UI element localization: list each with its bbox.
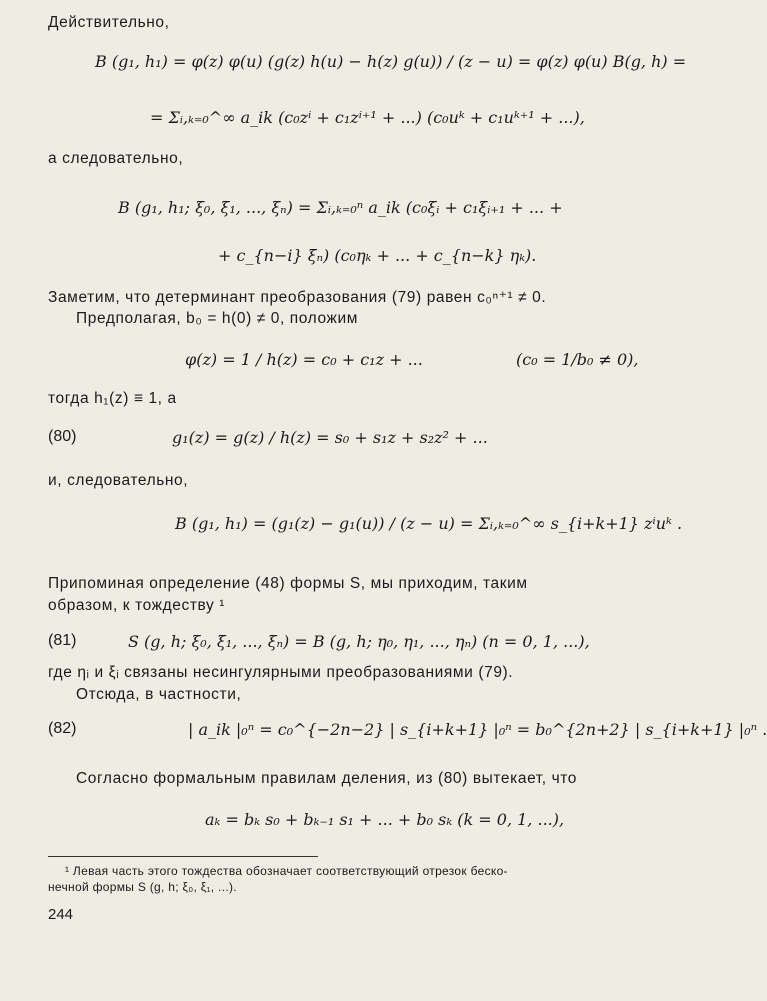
in-particular-text: Отсюда, в частности, bbox=[76, 686, 242, 703]
equation-3: φ(z) = 1 / h(z) = c₀ + c₁z + ... bbox=[185, 350, 423, 369]
intro-text: Действительно, bbox=[48, 14, 170, 31]
equation-82-number: (82) bbox=[48, 720, 77, 737]
formal-rules-text: Согласно формальным правилам деления, из (80) вытекает, что bbox=[76, 770, 577, 787]
footnote-divider bbox=[48, 856, 318, 857]
equation-4: B (g₁, h₁) = (g₁(z) − g₁(u)) / (z − u) = Σᵢ,ₖ₌₀^∞ s_{i+k+1} zⁱuᵏ . bbox=[175, 514, 683, 533]
footnote-line2: нечной формы S (g, h; ξ₀, ξ₁, ...). bbox=[48, 880, 237, 894]
consequently-text: а следовательно, bbox=[48, 150, 184, 167]
equation-81: S (g, h; ξ₀, ξ₁, ..., ξₙ) = B (g, h; η₀, η₁, ..., ηₙ) (n = 0, 1, ...), bbox=[128, 632, 590, 651]
determinant-note: Заметим, что детерминант преобразования (79) равен c₀ⁿ⁺¹ ≠ 0. bbox=[48, 289, 547, 306]
recall-text-line2: образом, к тождеству ¹ bbox=[48, 597, 226, 614]
equation-2a: B (g₁, h₁; ξ₀, ξ₁, ..., ξₙ) = Σᵢ,ₖ₌₀ⁿ a_ik (c₀ξᵢ + c₁ξᵢ₊₁ + ... + bbox=[118, 198, 563, 217]
equation-82: | a_ik |₀ⁿ = c₀^{−2n−2} | s_{i+k+1} |₀ⁿ = b₀^{2n+2} | s_{i+k+1} |₀ⁿ . bbox=[188, 720, 767, 739]
hence-text: и, следовательно, bbox=[48, 472, 189, 489]
equation-1b: = Σᵢ,ₖ₌₀^∞ a_ik (c₀zⁱ + c₁zⁱ⁺¹ + ...) (c₀uᵏ + c₁uᵏ⁺¹ + ...), bbox=[150, 108, 585, 127]
where-text: где ηᵢ и ξᵢ связаны несингулярными преобразованиями (79). bbox=[48, 664, 514, 681]
equation-5: aₖ = bₖ s₀ + bₖ₋₁ s₁ + ... + b₀ sₖ (k = 0, 1, ...), bbox=[205, 810, 565, 829]
equation-3-condition: (c₀ = 1/b₀ ≠ 0), bbox=[516, 350, 639, 369]
equation-2b: + c_{n−i} ξₙ) (c₀ηₖ + ... + c_{n−k} ηₖ). bbox=[218, 246, 537, 265]
equation-80: g₁(z) = g(z) / h(z) = s₀ + s₁z + s₂z² + ... bbox=[172, 428, 488, 447]
then-text: тогда h₁(z) ≡ 1, а bbox=[48, 390, 177, 407]
page-number: 244 bbox=[48, 906, 74, 923]
footnote-line1: ¹ Левая часть этого тождества обозначает соответствующий отрезок беско- bbox=[65, 864, 508, 878]
recall-text-line1: Припоминая определение (48) формы S, мы приходим, таким bbox=[48, 575, 528, 592]
equation-1a: B (g₁, h₁) = φ(z) φ(u) (g(z) h(u) − h(z) g(u)) / (z − u) = φ(z) φ(u) B(g, h) = bbox=[95, 52, 687, 71]
assumption-text: Предполагая, b₀ = h(0) ≠ 0, положим bbox=[76, 310, 359, 327]
equation-80-number: (80) bbox=[48, 428, 77, 445]
equation-81-number: (81) bbox=[48, 632, 77, 649]
